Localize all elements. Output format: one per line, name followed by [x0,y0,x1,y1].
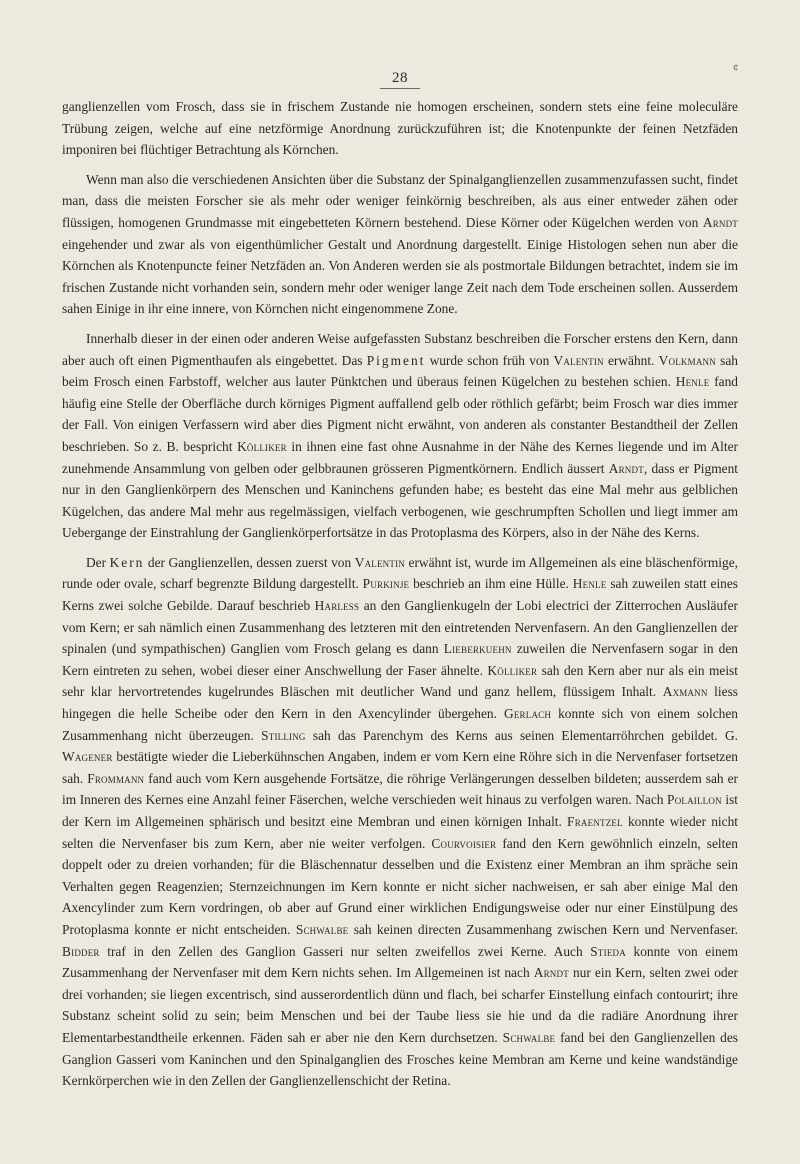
text-run: zuweilen die Nervenfasern sogar in den Kern eintreten zu sehen, wobei dieser einer Anschwellung der Faser ähnelte. [62,641,739,678]
author-name: Arndt [608,460,644,476]
text-run: fand auch vom Kern ausgehende Fortsätze, die röhrige Verlängerungen desselben bildeten; ausserdem sah er im Inneren des Kernes eine Anzahl feiner Fäserchen, welche verschieden weit hinaus zu verfolgen waren. Nach [62,770,738,808]
text-run: Wenn man also die verschiedenen Ansichten über die Substanz der Spinalganglienzellen zusammenzufassen sucht, findet man, dass die meisten Forscher sie als mehr oder weniger feinkörnig beschreiben, als aus einer entweder zähen oder flüssigen, homogenen Grundmasse mit eingebetteten Körnern bestehend. Diese Körner oder Kügelchen werden von [62,171,738,230]
text-run: , dass er Pigment nur in den Ganglienkörpern des Menschen und Kaninchens gefunden habe; es besteht das eine Mal mehr aus gelblichen Kügelchen, das andere Mal mehr aus regelmässigen, vielfach verbogenen, wie geschrumpften Schollen und liegt immer am Uebergange der Einstrahlung der Ganglienkörperfortsätze in das Protoplasma des Körpers, also in der Nähe des Kerns. [62,460,738,541]
text-run: an den Ganglienkugeln der Lobi electrici der Zitterrochen Ausläufer vom Kern; er sah nämlich einen Zusammenhang des letzteren mit den eintretenden Nervenfasern. An den Ganglienzellen der spinalen (und sympathischen) Ganglien vom Frosch gelang es dann [62,598,739,657]
author-name: Purkinje [362,576,410,592]
text-run: der Ganglienzellen, dessen zuerst von [144,554,355,570]
author-name: Schwalbe [295,921,349,937]
author-name: Lieberkuehn [443,641,512,657]
text-run: bestätigte wieder die Lieberkühnschen Angaben, indem er vom Kern eine Röhre sich in die Nervenfaser fortsetzen sah. [62,749,738,786]
author-name: Henle [675,374,710,390]
text-run: traf in den Zellen des Ganglion Gasseri nur selten zweifellos zwei Kerne. Auch [99,943,591,959]
author-name: Stieda [590,943,626,959]
author-name: Arndt [702,214,738,230]
emphasized-term: Pigment [366,352,426,368]
author-name: Schwalbe [502,1029,556,1045]
author-name: Valentin [553,352,604,368]
text-run: fand häufig eine Stelle der Oberfläche durch körniges Pigment auffallend gelb oder röthlich gefärbt; beim Frosch war dies immer der Fall. Von einigen Verfassern wird aber dies Pigment nicht erwähnt, von anderen als constanter Bestandtheil der Zellen beschrieben. So z. B. bespricht [62,374,738,454]
author-name: Arndt [533,965,569,981]
text-run: nur ein Kern, selten zwei oder drei vorhanden; sie liegen excentrisch, sind ausserordentlich dünn und flach, bei scharfer Einstellung einfach contourirt; ihre Substanz scheint solid zu sein; beim Menschen und bei der Taube liess sie hie und da die radiäre Anordnung ihrer Elementarbestandtheile erkennen. Fäden sah er aber nie den Kern durchsetzen. [62,965,739,1045]
author-name: Polaillon [667,792,722,808]
text-run: konnte wieder nicht selten die Nervenfaser bis zum Kern, aber nie weiter verfolgen. [62,814,738,851]
page-number-rule [380,88,420,89]
text-run: ganglienzellen vom Frosch, dass sie in frischem Zustande nie homogen erscheinen, sondern stets eine feine moleculäre Trübung zeigen, welche auf eine netzförmige Anordnung zurückzuführen ist; die Knotenpunkte der feinen Netzfäden imponiren bei flüchtiger Betrachtung als Körnchen. [62,99,738,158]
text-run: erwähnt. [603,352,659,368]
emphasized-term: Kern [109,554,145,570]
paragraph-4 [62,552,738,1092]
author-name: Stilling [261,727,306,743]
author-name: Volkmann [658,352,716,368]
body-text [62,96,738,1100]
paragraph-1 [62,96,738,161]
author-name: Wagener [62,749,113,765]
text-run: sah beim Frosch einen Farbstoff, welcher aus lauter Pünktchen und überaus feinen Kügelchen zu bestehen schien. [62,352,738,390]
text-run: liess hingegen die helle Scheibe oder den Kern in den Axencylinder übergehen. [62,684,738,722]
text-run: fand den Kern gewöhnlich einzeln, selten doppelt oder zu dreien vorhanden; für die Bläschennatur desselben und die Existenz einer Membran an ihm spräche sein Verhalten gegen Reagenzien; Sternzeichnungen im Kern konnte er nicht sicher nachweisen, er sah aber einige Mal den Axencylinder zum Kern vordringen, ob aber auf Grund einer wirklichen Endigungsweise oder nur einer Einstülpung des Protoplasma konnte er nicht entscheiden. [62,835,738,937]
paragraph-3 [62,328,738,544]
author-name: Valentin [354,554,405,570]
author-name: Courvoisier [431,835,497,851]
author-name: Fraentzel [567,814,623,829]
author-name: Frommann [87,770,145,786]
author-name: Bidder [62,943,100,959]
text-run: wurde schon früh von [425,352,554,368]
text-run: beschrieb an ihm eine Hülle. [409,576,573,592]
text-run: sah keinen directen Zusammenhang zwischen Kern und Nervenfaser. [348,921,738,937]
text-run: ist der Kern im Allgemeinen sphärisch und besitzt eine Membran und einen körnigen Inhalt. [62,792,739,829]
text-run: Der [86,554,110,570]
text-run: sah zuweilen statt eines Kerns zwei solche Gebilde. Darauf beschrieb [62,576,739,614]
author-name: Gerlach [503,706,552,722]
page-number: 28 [392,70,408,86]
text-run: Innerhalb dieser in der einen oder anderen Weise aufgefassten Substanz beschreiben die Forscher erstens den Kern, dann aber auch oft einen Pigmenthaufen als eingebettet. Das [62,330,738,368]
author-name: Axmann [662,684,708,700]
author-name: Kölliker [237,438,287,454]
corner-mark: ¢ [733,62,739,74]
text-run: sah den Kern aber nur als ein meist sehr klar hervortretendes kugelrundes Bläschen mit deutlicher Wand und ganz hellem, flüssigem Inhalt. [62,662,738,700]
text-run: in ihnen eine fast ohne Ausnahme in der Nähe des Kernes liegende und im Alter zunehmende Ansammlung von gelben oder gelbbraunen grösseren Pigmentkörnern. Endlich äussert [62,438,738,476]
text-run: sah das Parenchym des Kerns aus seinen Elementarröhrchen gebildet. G. [305,727,738,743]
author-name: Henle [572,576,607,592]
text-run: konnte von einem Zusammenhang der Nervenfaser mit dem Kern nichts sehen. Im Allgemeinen ist nach [62,943,738,981]
author-name: Harless [314,598,360,614]
author-name: Kölliker [487,662,538,678]
text-run: eingehender und zwar als von eigenthümlicher Gestalt und Anordnung dargestellt. Einige Histologen sehen nun aber die Körnchen als Knotenpuncte feiner Netzfäden an. Von Anderen werden sie als postmortale Bildungen betrachtet, indem sie im frischen Zustande nicht vorhanden sein, sondern mehr oder weniger lange Zeit nach dem Tode erscheinen sollen. Ausserdem sahen Einige in ihr eine innere, von Körnchen nicht eingenommene Zone. [62,236,738,317]
paragraph-2 [62,169,738,320]
text-run: erwähnt ist, wurde im Allgemeinen als eine bläschenförmige, runde oder ovale, scharf begrenzte Bildung dargestellt. [62,554,739,592]
text-run: fand bei den Ganglienzellen des Ganglion Gasseri vom Kaninchen und den Spinalganglien des Frosches keine Membran am Kerne und keine wandständige Kernkörperchen wie in den Zellen der Ganglienzellenschicht der Retina. [62,1029,739,1089]
text-run: konnte sich von einem solchen Zusammenhang nicht überzeugen. [62,706,738,743]
